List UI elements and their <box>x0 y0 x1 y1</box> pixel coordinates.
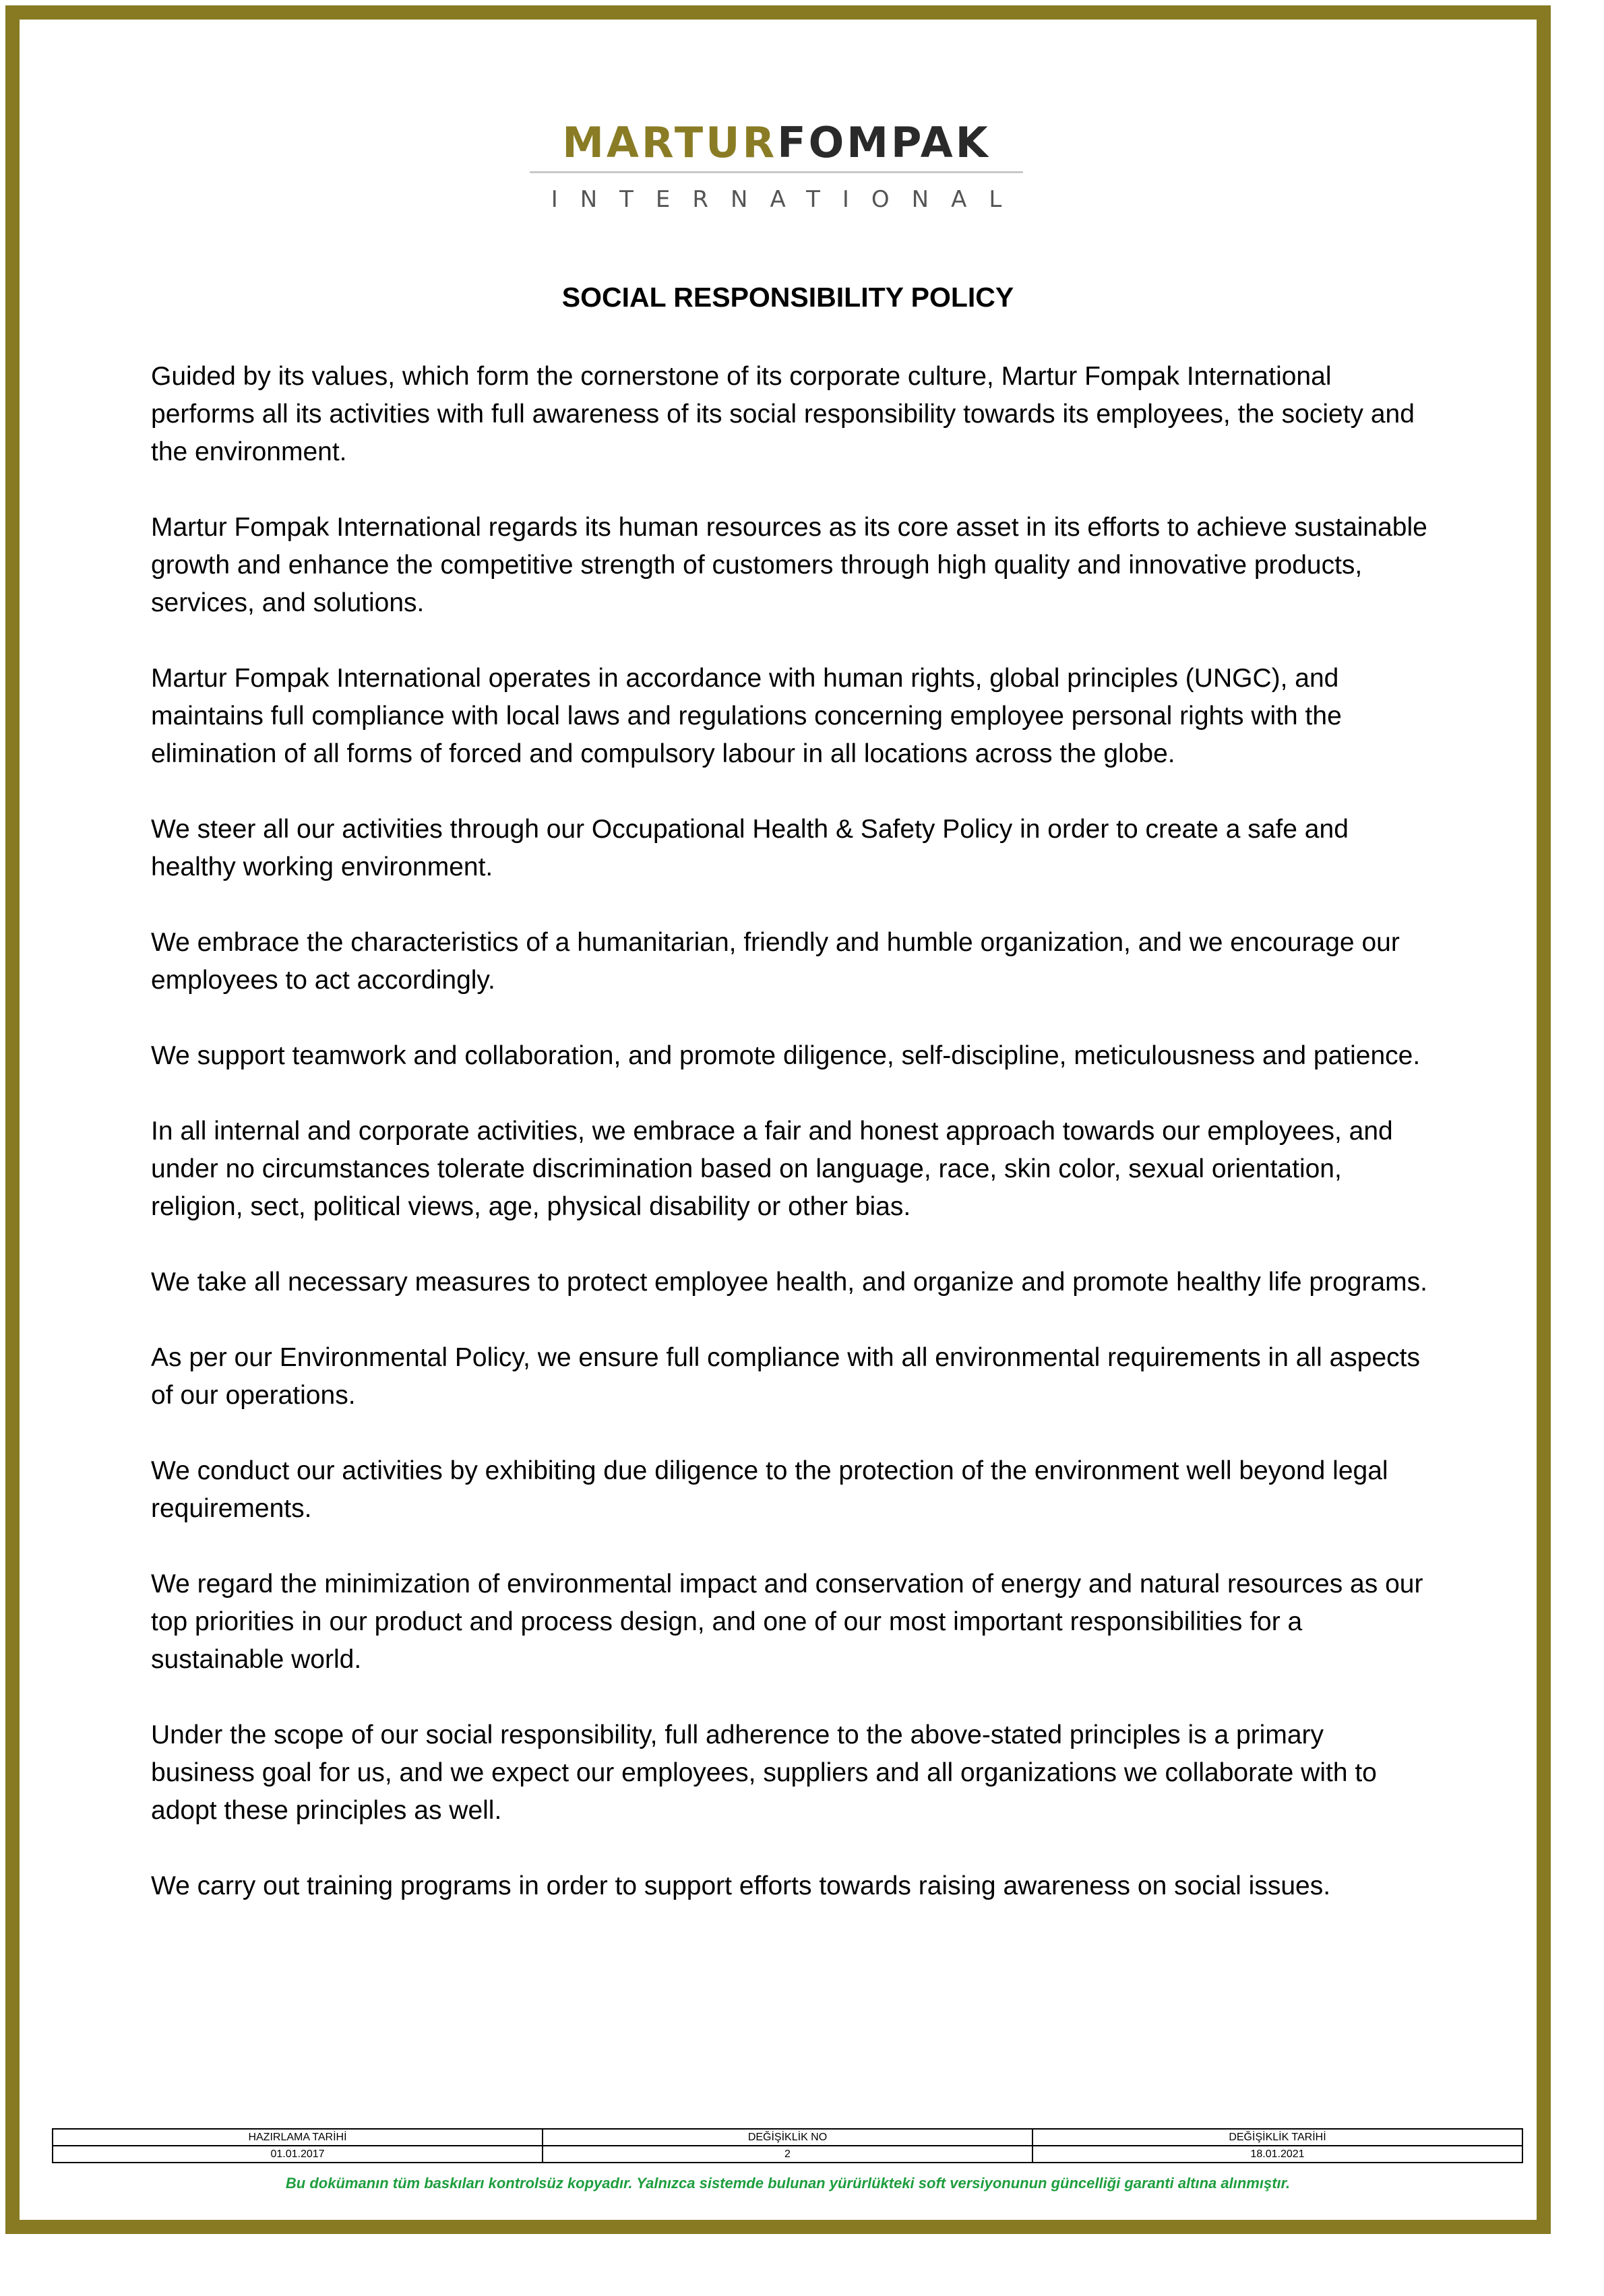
paragraph: As per our Environmental Policy, we ensure full compliance with all environmental requirements in all aspects of our operations. <box>151 1343 1420 1410</box>
paragraph: Guided by its values, which form the cornerstone of its corporate culture, Martur Fompak International performs all its activities with full awareness of its social responsibility towards its employees, the society and the environment. <box>151 362 1415 466</box>
value-revision-date: 18.01.2021 <box>1032 2146 1522 2163</box>
paragraph: We take all necessary measures to protect employee health, and organize and promote healthy life programs. <box>151 1268 1427 1297</box>
revision-table-value-row <box>53 2146 1522 2163</box>
paragraph: Martur Fompak International operates in accordance with human rights, global principles (UNGC), and maintains full compliance with local laws and regulations concerning employee personal rights with the elimination of all forms of forced and compulsory labour in all locations across the globe. <box>151 664 1342 768</box>
revision-table <box>52 2128 1523 2163</box>
paragraph: We conduct our activities by exhibiting due diligence to the protection of the environment well beyond legal requirements. <box>151 1456 1388 1523</box>
paragraph: In all internal and corporate activities, we embrace a fair and honest approach towards our employees, and under no circumstances tolerate discrimination based on language, race, skin color, sexual orientation, religion, sect, political views, age, physical disability or other bias. <box>151 1117 1393 1221</box>
header-revision-no: DEĞİŞİKLİK NO <box>543 2129 1032 2146</box>
company-logo <box>527 117 1026 218</box>
logo-wordmark <box>527 117 1026 168</box>
page-frame <box>5 5 1551 2234</box>
logo-divider <box>530 171 1023 173</box>
paragraph: We support teamwork and collaboration, and promote diligence, self-discipline, meticulousness and patience. <box>151 1041 1421 1070</box>
logo-brand-part1: MARTUR <box>562 118 778 167</box>
header-revision-date: DEĞİŞİKLİK TARİHİ <box>1032 2129 1522 2146</box>
revision-table-header-row <box>53 2129 1522 2146</box>
paragraph: We embrace the characteristics of a humanitarian, friendly and humble organization, and we encourage our employees to act accordingly. <box>151 928 1400 995</box>
uncontrolled-copy-note: Bu dokümanın tüm baskıları kontrolsüz kopyadır. Yalnızca sistemde bulunan yürürlükteki soft versiyonunun güncelliği garanti altına alınmıştır. <box>285 2175 1291 2192</box>
paragraph: Under the scope of our social responsibility, full adherence to the above-stated principles is a primary business goal for us, and we expect our employees, suppliers and all organizations we collaborate with to adopt these principles as well. <box>151 1720 1377 1825</box>
document-title: SOCIAL RESPONSIBILITY POLICY <box>561 282 1014 313</box>
paragraph: We steer all our activities through our Occupational Health & Safety Policy in order to create a safe and healthy working environment. <box>151 815 1349 881</box>
paragraph: We carry out training programs in order to support efforts towards raising awareness on social issues. <box>151 1871 1331 1900</box>
logo-brand-part2: FOMPAK <box>777 118 991 167</box>
value-prepared-date: 01.01.2017 <box>53 2146 543 2163</box>
paragraph: Martur Fompak International regards its human resources as its core asset in its efforts to achieve sustainable growth and enhance the competitive strength of customers through high quality and innovative products, services, and solutions. <box>151 513 1427 617</box>
document-body <box>151 358 1431 1943</box>
value-revision-no: 2 <box>543 2146 1032 2163</box>
logo-subtitle: INTERNATIONAL <box>551 186 1024 213</box>
paragraph: We regard the minimization of environmental impact and conservation of energy and natural resources as our top priorities in our product and process design, and one of our most important responsibilities for a sustainable world. <box>151 1570 1423 1674</box>
header-prepared-date: HAZIRLAMA TARİHİ <box>53 2129 543 2146</box>
